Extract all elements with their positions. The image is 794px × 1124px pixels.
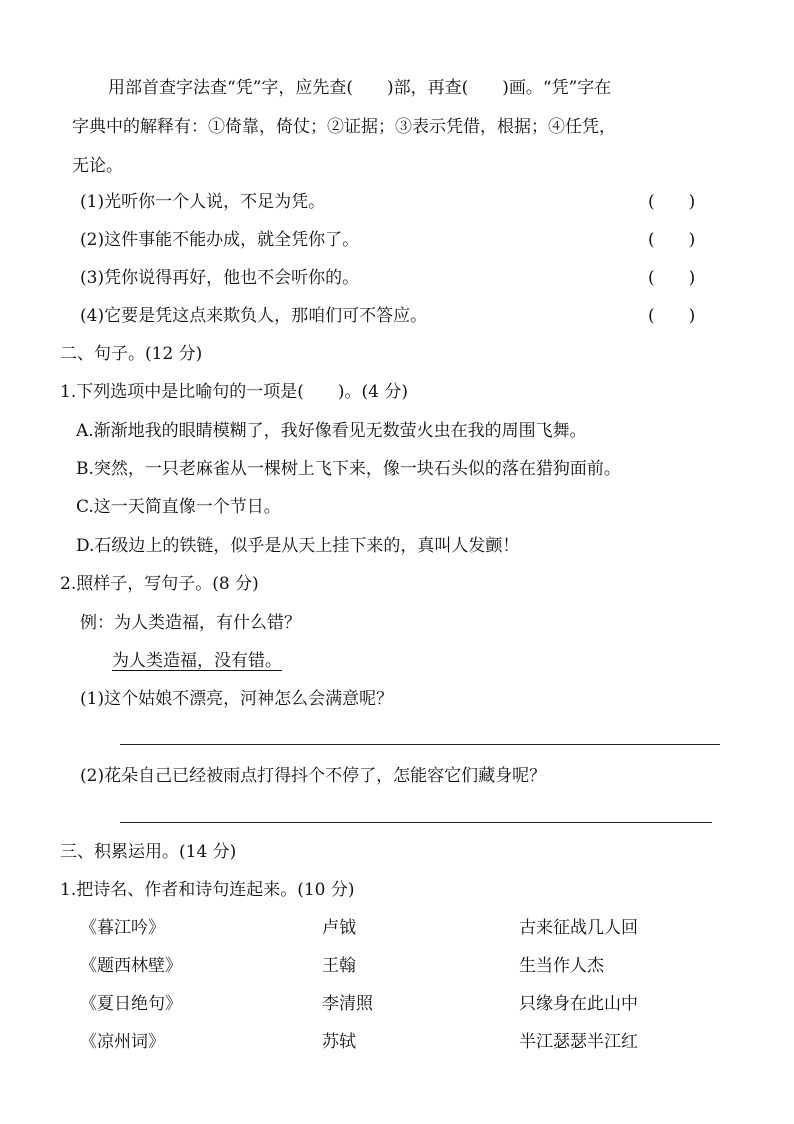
answer-line-2[interactable] [120, 822, 712, 823]
q1-item-4: (4)它要是凭这点来欺负人，那咱们可不答应。 [80, 306, 428, 326]
q1-item-2-answer-box[interactable]: ( ) [648, 230, 696, 250]
section3-q1-stem: 1.把诗名、作者和诗句连起来。(10 分) [60, 880, 355, 900]
answer-line-1[interactable] [120, 744, 720, 745]
section2-q1-option-d: D.石级边上的铁链，似乎是从天上挂下来的，真叫人发颤！ [76, 536, 520, 556]
section2-q2-stem: 2.照样子，写句子。(8 分) [60, 574, 259, 594]
poem-title: 《凉州词》 [80, 1032, 165, 1052]
poem-title: 《题西林壁》 [80, 956, 182, 976]
poem-line: 只缘身在此山中 [519, 994, 638, 1014]
section2-q2-example-question: 例：为人类造福，有什么错？ [80, 613, 301, 633]
section2-q2-item-1: (1)这个姑娘不漂亮，河神怎么会满意呢？ [80, 689, 394, 709]
poem-author: 李清照 [322, 994, 373, 1014]
q1-item-1-answer-box[interactable]: ( ) [648, 192, 696, 212]
intro-line-2: 字典中的解释有：①倚靠，倚仗；②证据；③表示凭借，根据；④任凭， [72, 117, 616, 137]
poem-line: 古来征战几人回 [519, 918, 638, 938]
poem-author: 苏轼 [322, 1032, 356, 1052]
section2-title: 二、句子。(12 分) [60, 344, 203, 364]
section2-q1-option-b: B.突然，一只老麻雀从一棵树上飞下来，像一块石头似的落在猎狗面前。 [76, 459, 621, 479]
intro-line-3: 无论。 [72, 156, 123, 176]
section2-q2-example-answer: 为人类造福，没有错。 [112, 651, 282, 671]
q1-item-4-answer-box[interactable]: ( ) [648, 306, 696, 326]
q1-item-3-answer-box[interactable]: ( ) [648, 268, 696, 288]
poem-title: 《夏日绝句》 [80, 994, 182, 1014]
poem-title: 《暮江吟》 [80, 918, 165, 938]
section2-q1-option-a: A.渐渐地我的眼睛模糊了，我好像看见无数萤火虫在我的周围飞舞。 [76, 421, 587, 441]
q1-item-2: (2)这件事能不能办成，就全凭你了。 [80, 230, 360, 250]
section2-q2-item-2: (2)花朵自己已经被雨点打得抖个不停了，怎能容它们藏身呢？ [80, 766, 547, 786]
intro-line-1: 用部首查字法查“凭”字，应先查( )部，再查( )画。“凭”字在 [108, 78, 612, 98]
section3-title: 三、积累运用。(14 分) [60, 842, 237, 862]
poem-line: 半江瑟瑟半江红 [519, 1032, 638, 1052]
section2-q1-stem: 1.下列选项中是比喻句的一项是( )。(4 分) [60, 382, 408, 402]
poem-author: 卢钺 [322, 918, 356, 938]
poem-line: 生当作人杰 [519, 956, 604, 976]
q1-item-3: (3)凭你说得再好，他也不会听你的。 [80, 268, 360, 288]
poem-author: 王翰 [322, 956, 356, 976]
q1-item-1: (1)光听你一个人说，不足为凭。 [80, 192, 326, 212]
section2-q1-option-c: C.这一天简直像一个节日。 [76, 497, 281, 517]
